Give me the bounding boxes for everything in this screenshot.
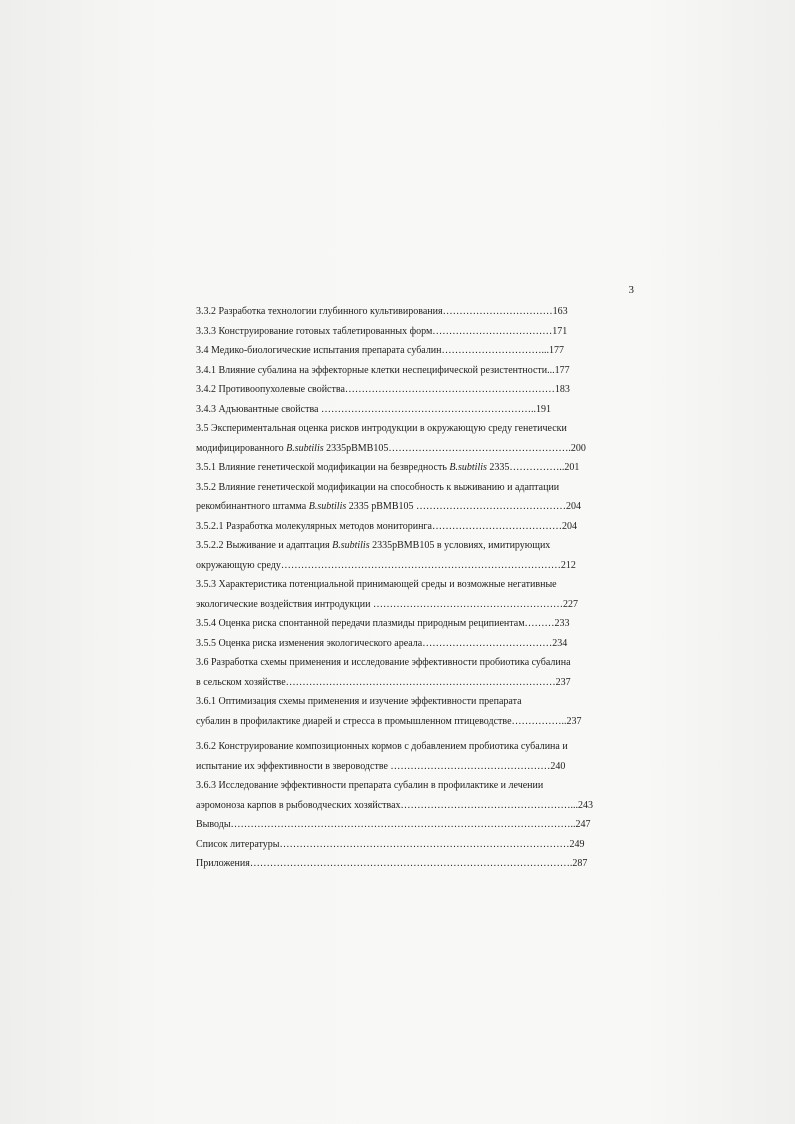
toc-entry: 3.4.1 Влияние субалина на эффекторные клетки неспецифической резистентности...177 — [196, 364, 570, 376]
toc-entry: 3.4.3 Адъювантные свойства ………………………………………………………..191 — [196, 403, 551, 415]
toc-entry: модифицированного B.subtilis 2335pBMB105……………………………………………….200 — [196, 442, 586, 454]
toc-entry: рекомбинантного штамма B.subtilis 2335 pBMB105 ………………………………………204 — [196, 501, 581, 512]
toc-entry: 3.5.2.1 Разработка молекулярных методов мониторинга…………………………………204 — [196, 520, 577, 532]
toc-entry: 3.3.2 Разработка технологии глубинного культивирования……………………………163 — [196, 306, 568, 317]
toc-entry: 3.4 Медико-биологические испытания препарата субалин…………………………...177 — [196, 345, 565, 356]
toc-entry: Приложения…………………………………………………………………………………….287 — [196, 858, 588, 869]
toc-entry: 3.4.2 Противоопухолевые свойства………………………………………………………183 — [196, 384, 570, 395]
toc-entry: Список литературы……………………………………………………………………………249 — [196, 838, 585, 850]
toc-entry: экологические воздействия интродукции …………………………………………………227 — [196, 598, 578, 610]
toc-entry: 3.6.2 Конструирование композиционных кормов с добавлением пробиотика субалина и — [196, 741, 568, 752]
page-number: 3 — [628, 284, 634, 296]
toc-entry: окружающую среду…………………………………………………………………………212 — [196, 559, 576, 571]
toc-entry: 3.6.3 Исследование эффективности препарата субалин в профилактике и лечении — [196, 780, 544, 791]
toc-entry: 3.5.3 Характеристика потенциальной принимающей среды и возможные негативные — [196, 579, 557, 590]
toc-entry: 3.5.2 Влияние генетической модификации на способность к выживанию и адаптации — [196, 481, 560, 493]
toc-entry: 3.3.3 Конструирование готовых таблетированных форм………………………………171 — [196, 325, 568, 337]
toc-entry: аэромоноза карпов в рыбоводческих хозяйствах……………………………………………...243 — [196, 799, 594, 811]
toc-entry: 3.5.2.2 Выживание и адаптация B.subtilis 2335pBMB105 в условиях, имитирующих — [196, 540, 551, 551]
toc-entry: 3.6 Разработка схемы применения и исследование эффективности пробиотика субалина — [196, 657, 571, 668]
toc-entry: Выводы…………………………………………………………………………………………..247 — [196, 819, 591, 830]
toc-entry: 3.6.1 Оптимизация схемы применения и изучение эффективности препарата — [196, 696, 522, 707]
toc-entry: 3.5.1 Влияние генетической модификации на безвредность B.subtilis 2335……………..201 — [196, 462, 580, 473]
toc-entry: в сельском хозяйстве………………………………………………………………………237 — [196, 676, 571, 688]
toc-entry: 3.5.5 Оценка риска изменения экологического ареала…………………………………234 — [196, 637, 568, 649]
toc-entry: 3.5.4 Оценка риска спонтанной передачи плазмиды природным реципиентам………233 — [196, 618, 570, 629]
table-of-contents — [196, 302, 630, 874]
toc-entry: субалин в профилактике диарей и стресса в промышленном птицеводстве……………..237 — [196, 715, 582, 727]
toc-entry: 3.5 Экспериментальная оценка рисков интродукции в окружающую среду генетически — [196, 423, 567, 434]
toc-entry: испытание их эффективности в звероводстве …………………………………………240 — [196, 760, 566, 772]
